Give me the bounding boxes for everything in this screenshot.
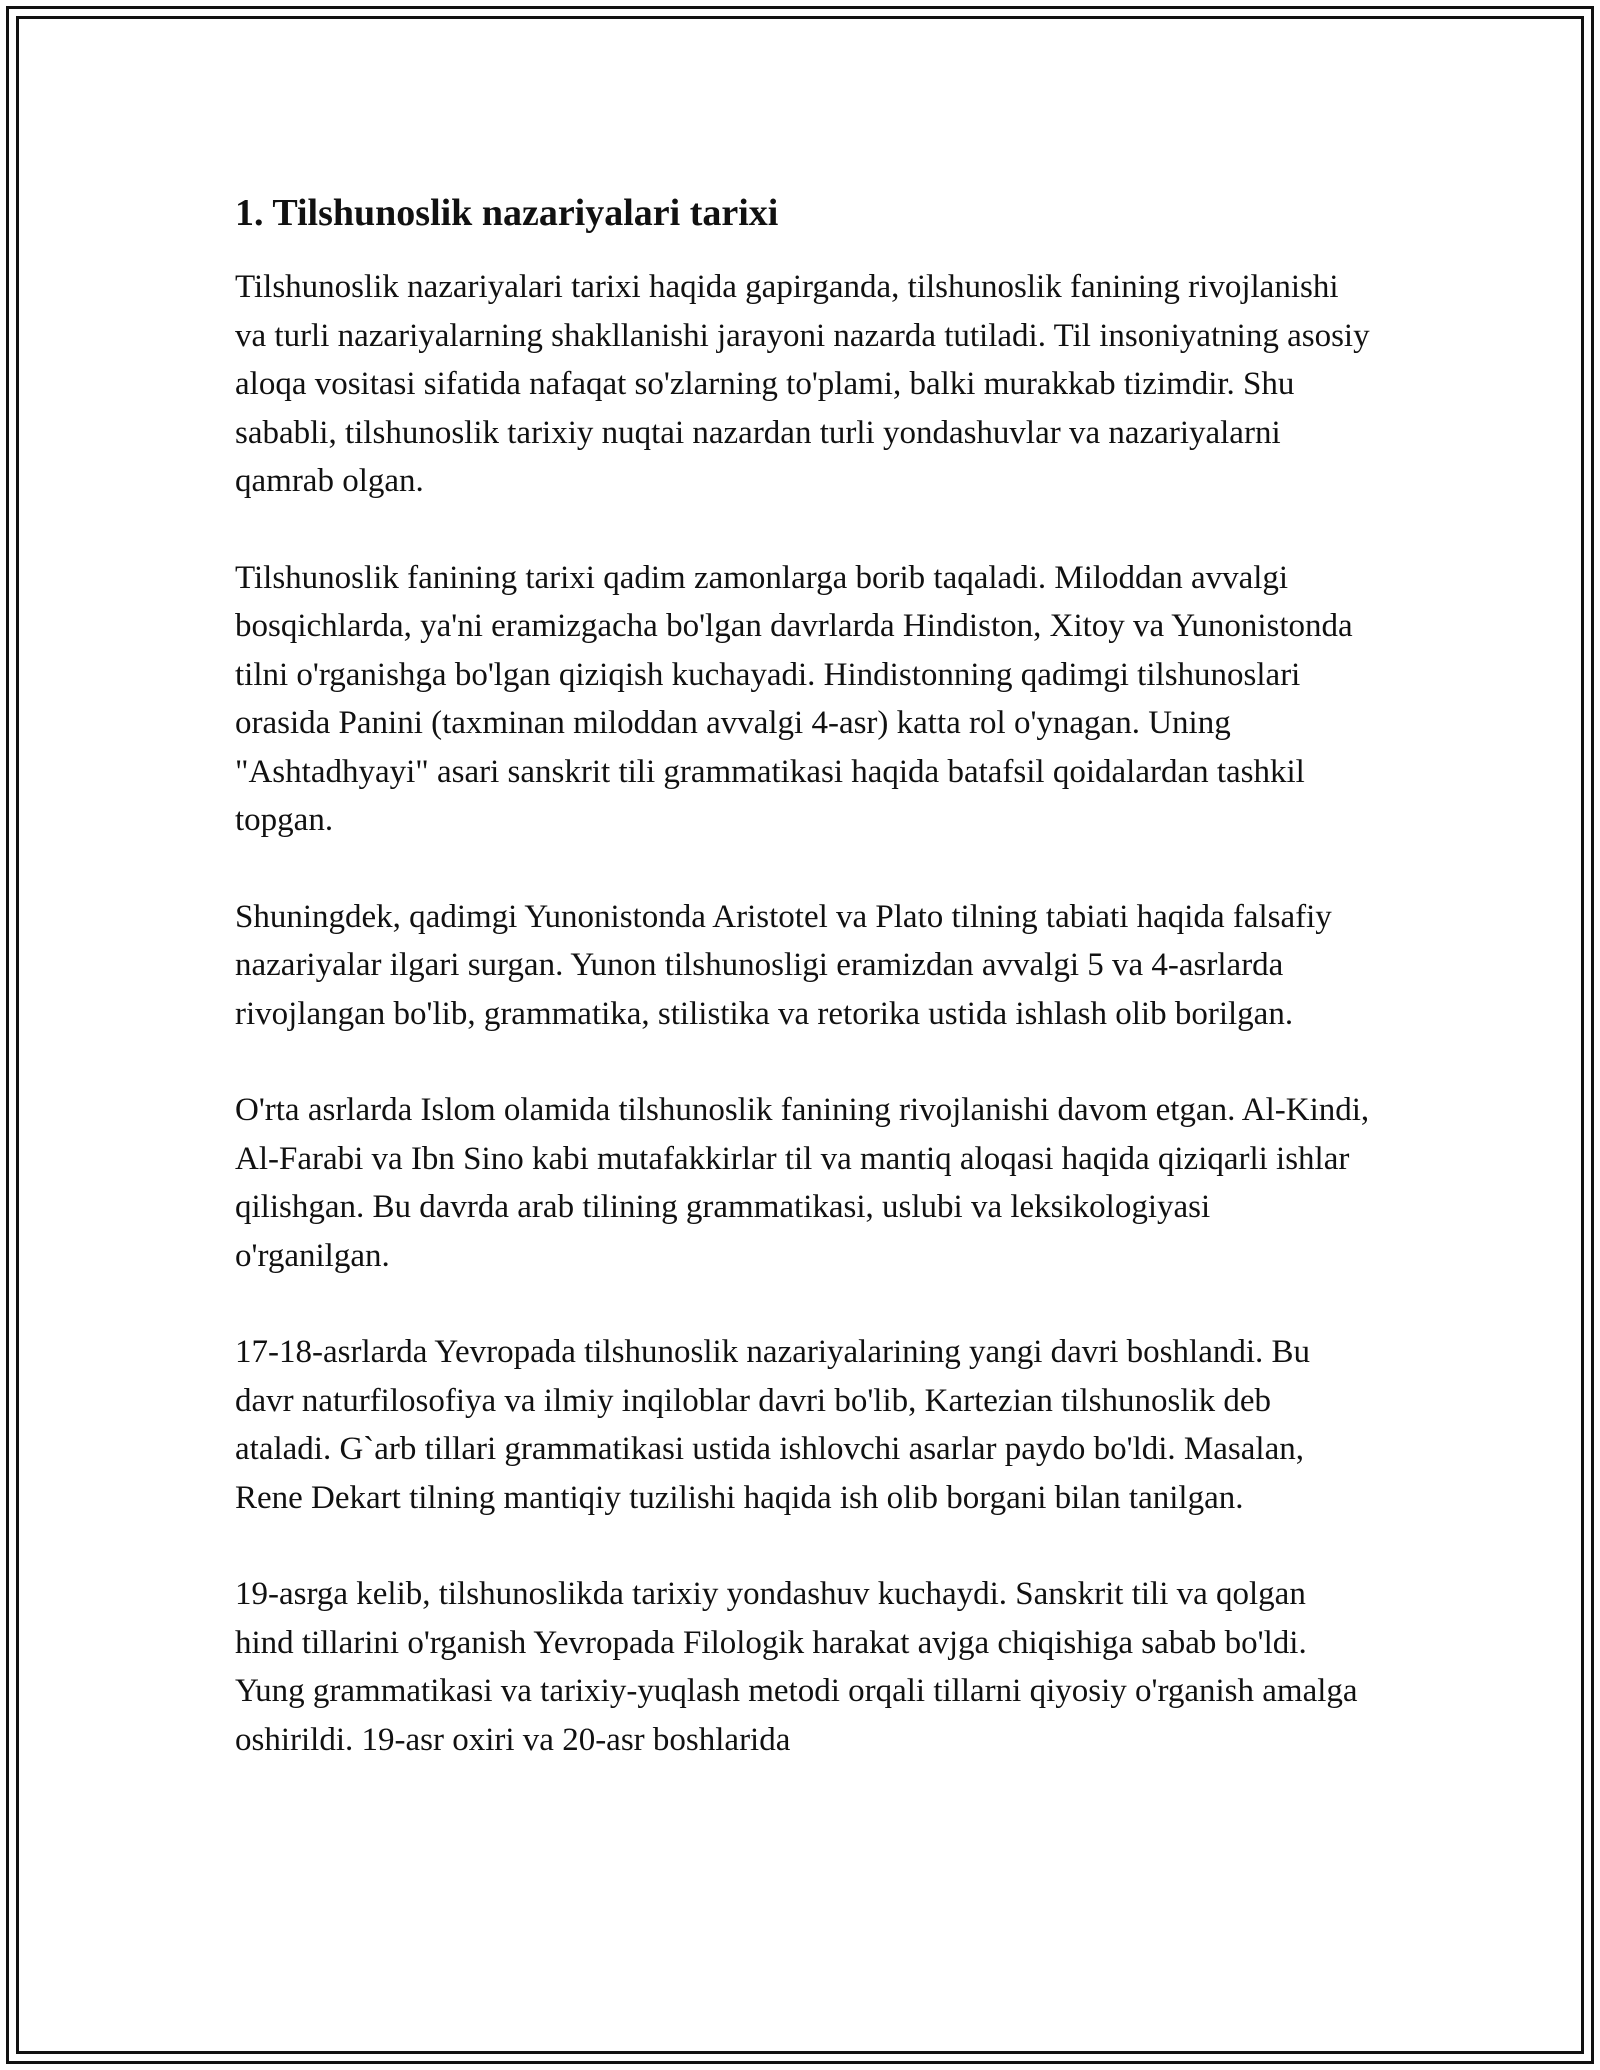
paragraph-17-18-centuries: 17-18-asrlarda Yevropada tilshunoslik nazariyalarining yangi davri boshlandi. Bu davr naturfilosofiya va ilmiy inqiloblar davri bo'lib, Kartezian tilshunoslik deb ataladi. G`arb tillari grammatikasi ustida ishlovchi asarlar paydo bo'ldi. Masalan, Rene Dekart tilning mantiqiy tuzilishi haqida ish olib borgani bilan tanilgan. [235,1334,1311,1516]
paragraph-19-century: 19-asrga kelib, tilshunoslikda tarixiy yondashuv kuchaydi. Sanskrit tili va qolgan hind tillarini o'rganish Yevropada Filologik harakat avjga chiqishiga sabab bo'ldi. Yung grammatikasi va tarixiy-yuqlash metodi orqali tillarni qiyosiy o'rganish amalga oshirildi. 19-asr oxiri va 20-asr boshlarida [235,1576,1358,1758]
document-body [235,188,1370,1812]
paragraph-intro: Tilshunoslik nazariyalari tarixi haqida gapirganda, tilshunoslik fanining rivojlanishi va turli nazariyalarning shakllanishi jarayoni nazarda tutiladi. Til insoniyatning asosiy aloqa vositasi sifatida nafaqat so'zlarning to'plami, balki murakkab tizimdir. Shu sababli, tilshunoslik tarixiy nuqtai nazardan turli yondashuvlar va nazariyalarni qamrab olgan. [235,269,1370,499]
paragraph-middle-ages: O'rta asrlarda Islom olamida tilshunoslik fanining rivojlanishi davom etgan. Al-Kindi, Al-Farabi va Ibn Sino kabi mutafakkirlar til va mantiq aloqasi haqida qiziqarli ishlar qilishgan. Bu davrda arab tilining grammatikasi, uslubi va leksikologiyasi o'rganilgan. [235,1092,1370,1274]
paragraph-ancient-history: Tilshunoslik fanining tarixi qadim zamonlarga borib taqaladi. Miloddan avvalgi bosqichlarda, ya'ni eramizgacha bo'lgan davrlarda Hindiston, Xitoy va Yunonistonda tilni o'rganishga bo'lgan qiziqish kuchayadi. Hindistonning qadimgi tilshunoslari orasida Panini (taxminan miloddan avvalgi 4-asr) katta rol o'ynagan. Uning "Ashtadhyayi" asari sanskrit tili grammatikasi haqida batafsil qoidalardan tashkil topgan. [235,559,1353,838]
paragraph-ancient-greece: Shuningdek, qadimgi Yunonistonda Aristotel va Plato tilning tabiati haqida falsafiy nazariyalar ilgari surgan. Yunon tilshunosligi eramizdan avvalgi 5 va 4-asrlarda rivojlangan bo'lib, grammatika, stilistika va retorika ustida ishlash olib borilgan. [235,898,1332,1032]
section-heading: 1. Tilshunoslik nazariyalari tarixi [235,192,779,234]
